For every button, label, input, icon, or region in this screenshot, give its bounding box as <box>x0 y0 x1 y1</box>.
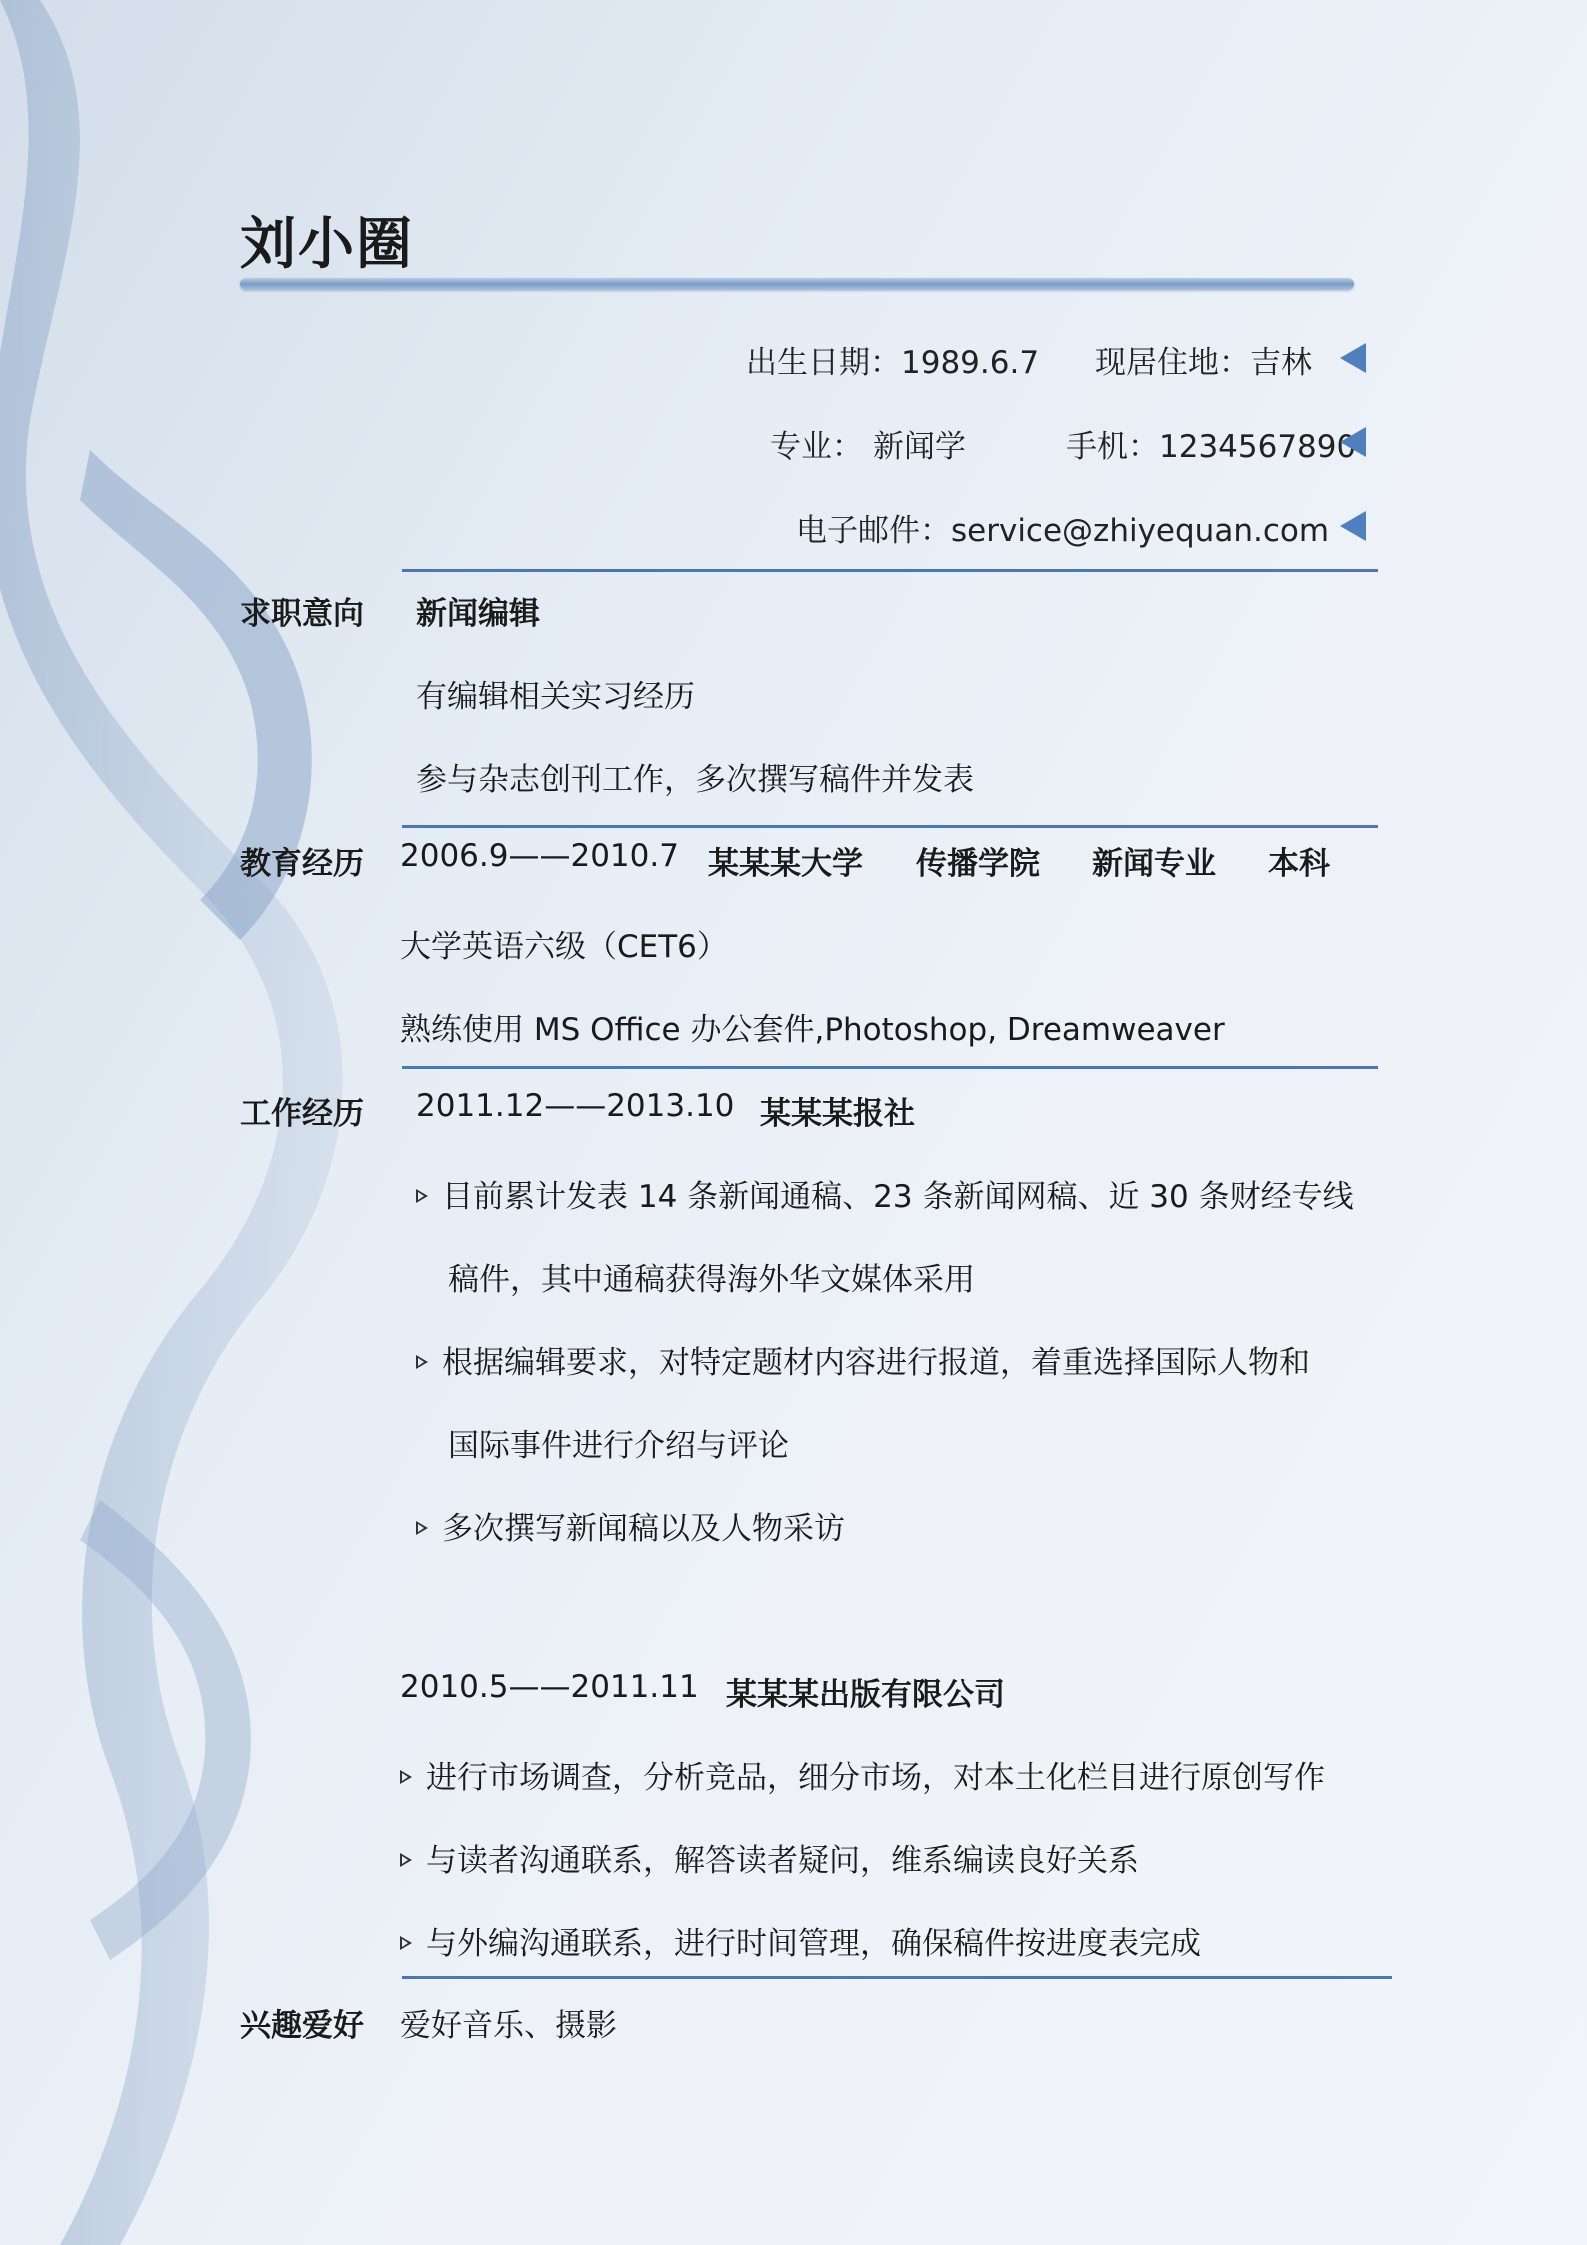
hobbies-text: 爱好音乐、摄影 <box>400 2008 617 2044</box>
objective-heading: 求职意向 <box>240 596 364 632</box>
job-bullet: 多次撰写新闻稿以及人物采访 <box>416 1503 845 1548</box>
section-divider <box>402 825 1378 828</box>
job-period: 2010.5——2011.11 <box>400 1669 699 1705</box>
job-bullet: 与读者沟通联系，解答读者疑问，维系编读良好关系 <box>400 1835 1139 1880</box>
bullet-triangle-icon <box>400 1853 412 1867</box>
left-triangle-icon <box>1340 511 1366 541</box>
education-college: 传播学院 <box>916 846 1040 882</box>
education-major: 新闻专业 <box>1092 846 1216 882</box>
job-bullet: 进行市场调查，分析竞品，细分市场，对本土化栏目进行原创写作 <box>400 1752 1325 1797</box>
job-company: 某某某出版有限公司 <box>726 1677 1005 1713</box>
bullet-triangle-icon <box>400 1936 412 1950</box>
job-bullet-continued: 稿件，其中通稿获得海外华文媒体采用 <box>448 1262 975 1298</box>
name-underline <box>240 278 1354 290</box>
bullet-triangle-icon <box>416 1521 428 1535</box>
bullet-triangle-icon <box>416 1355 428 1369</box>
birth-date: 出生日期：1989.6.7 <box>746 345 1040 381</box>
section-divider <box>402 569 1378 572</box>
job-bullet-continued: 国际事件进行介绍与评论 <box>448 1428 789 1464</box>
section-divider <box>402 1066 1378 1069</box>
hobbies-heading: 兴趣爱好 <box>240 2008 364 2044</box>
education-degree: 本科 <box>1268 846 1330 882</box>
education-line: 熟练使用 MS Office 办公套件,Photoshop, Dreamweaver <box>400 1012 1225 1048</box>
bullet-triangle-icon <box>400 1770 412 1784</box>
left-triangle-icon <box>1340 343 1366 373</box>
major-value: 新闻学 <box>873 429 966 465</box>
major-label: 专业： <box>770 429 863 465</box>
job-bullet: 根据编辑要求，对特定题材内容进行报道，着重选择国际人物和 <box>416 1337 1310 1382</box>
section-divider <box>402 1976 1392 1979</box>
objective-title: 新闻编辑 <box>416 596 540 632</box>
education-heading: 教育经历 <box>240 846 364 882</box>
job-bullet: 与外编沟通联系，进行时间管理，确保稿件按进度表完成 <box>400 1918 1201 1963</box>
objective-line: 参与杂志创刊工作，多次撰写稿件并发表 <box>416 762 974 798</box>
education-period: 2006.9——2010.7 <box>400 838 679 874</box>
job-company: 某某某报社 <box>760 1096 915 1132</box>
education-line: 大学英语六级（CET6） <box>400 929 728 965</box>
education-school: 某某某大学 <box>708 846 863 882</box>
work-heading: 工作经历 <box>240 1096 364 1132</box>
objective-line: 有编辑相关实习经历 <box>416 679 695 715</box>
bullet-triangle-icon <box>416 1189 428 1203</box>
job-bullet: 目前累计发表 14 条新闻通稿、23 条新闻网稿、近 30 条财经专线 <box>416 1171 1354 1216</box>
candidate-name: 刘小圈 <box>240 212 414 277</box>
job-period: 2011.12——2013.10 <box>416 1088 735 1124</box>
residence: 现居住地：吉林 <box>1095 345 1312 381</box>
email: 电子邮件：service@zhiyequan.com <box>796 513 1330 549</box>
left-triangle-icon <box>1340 427 1366 457</box>
phone: 手机：1234567890 <box>1066 429 1357 465</box>
